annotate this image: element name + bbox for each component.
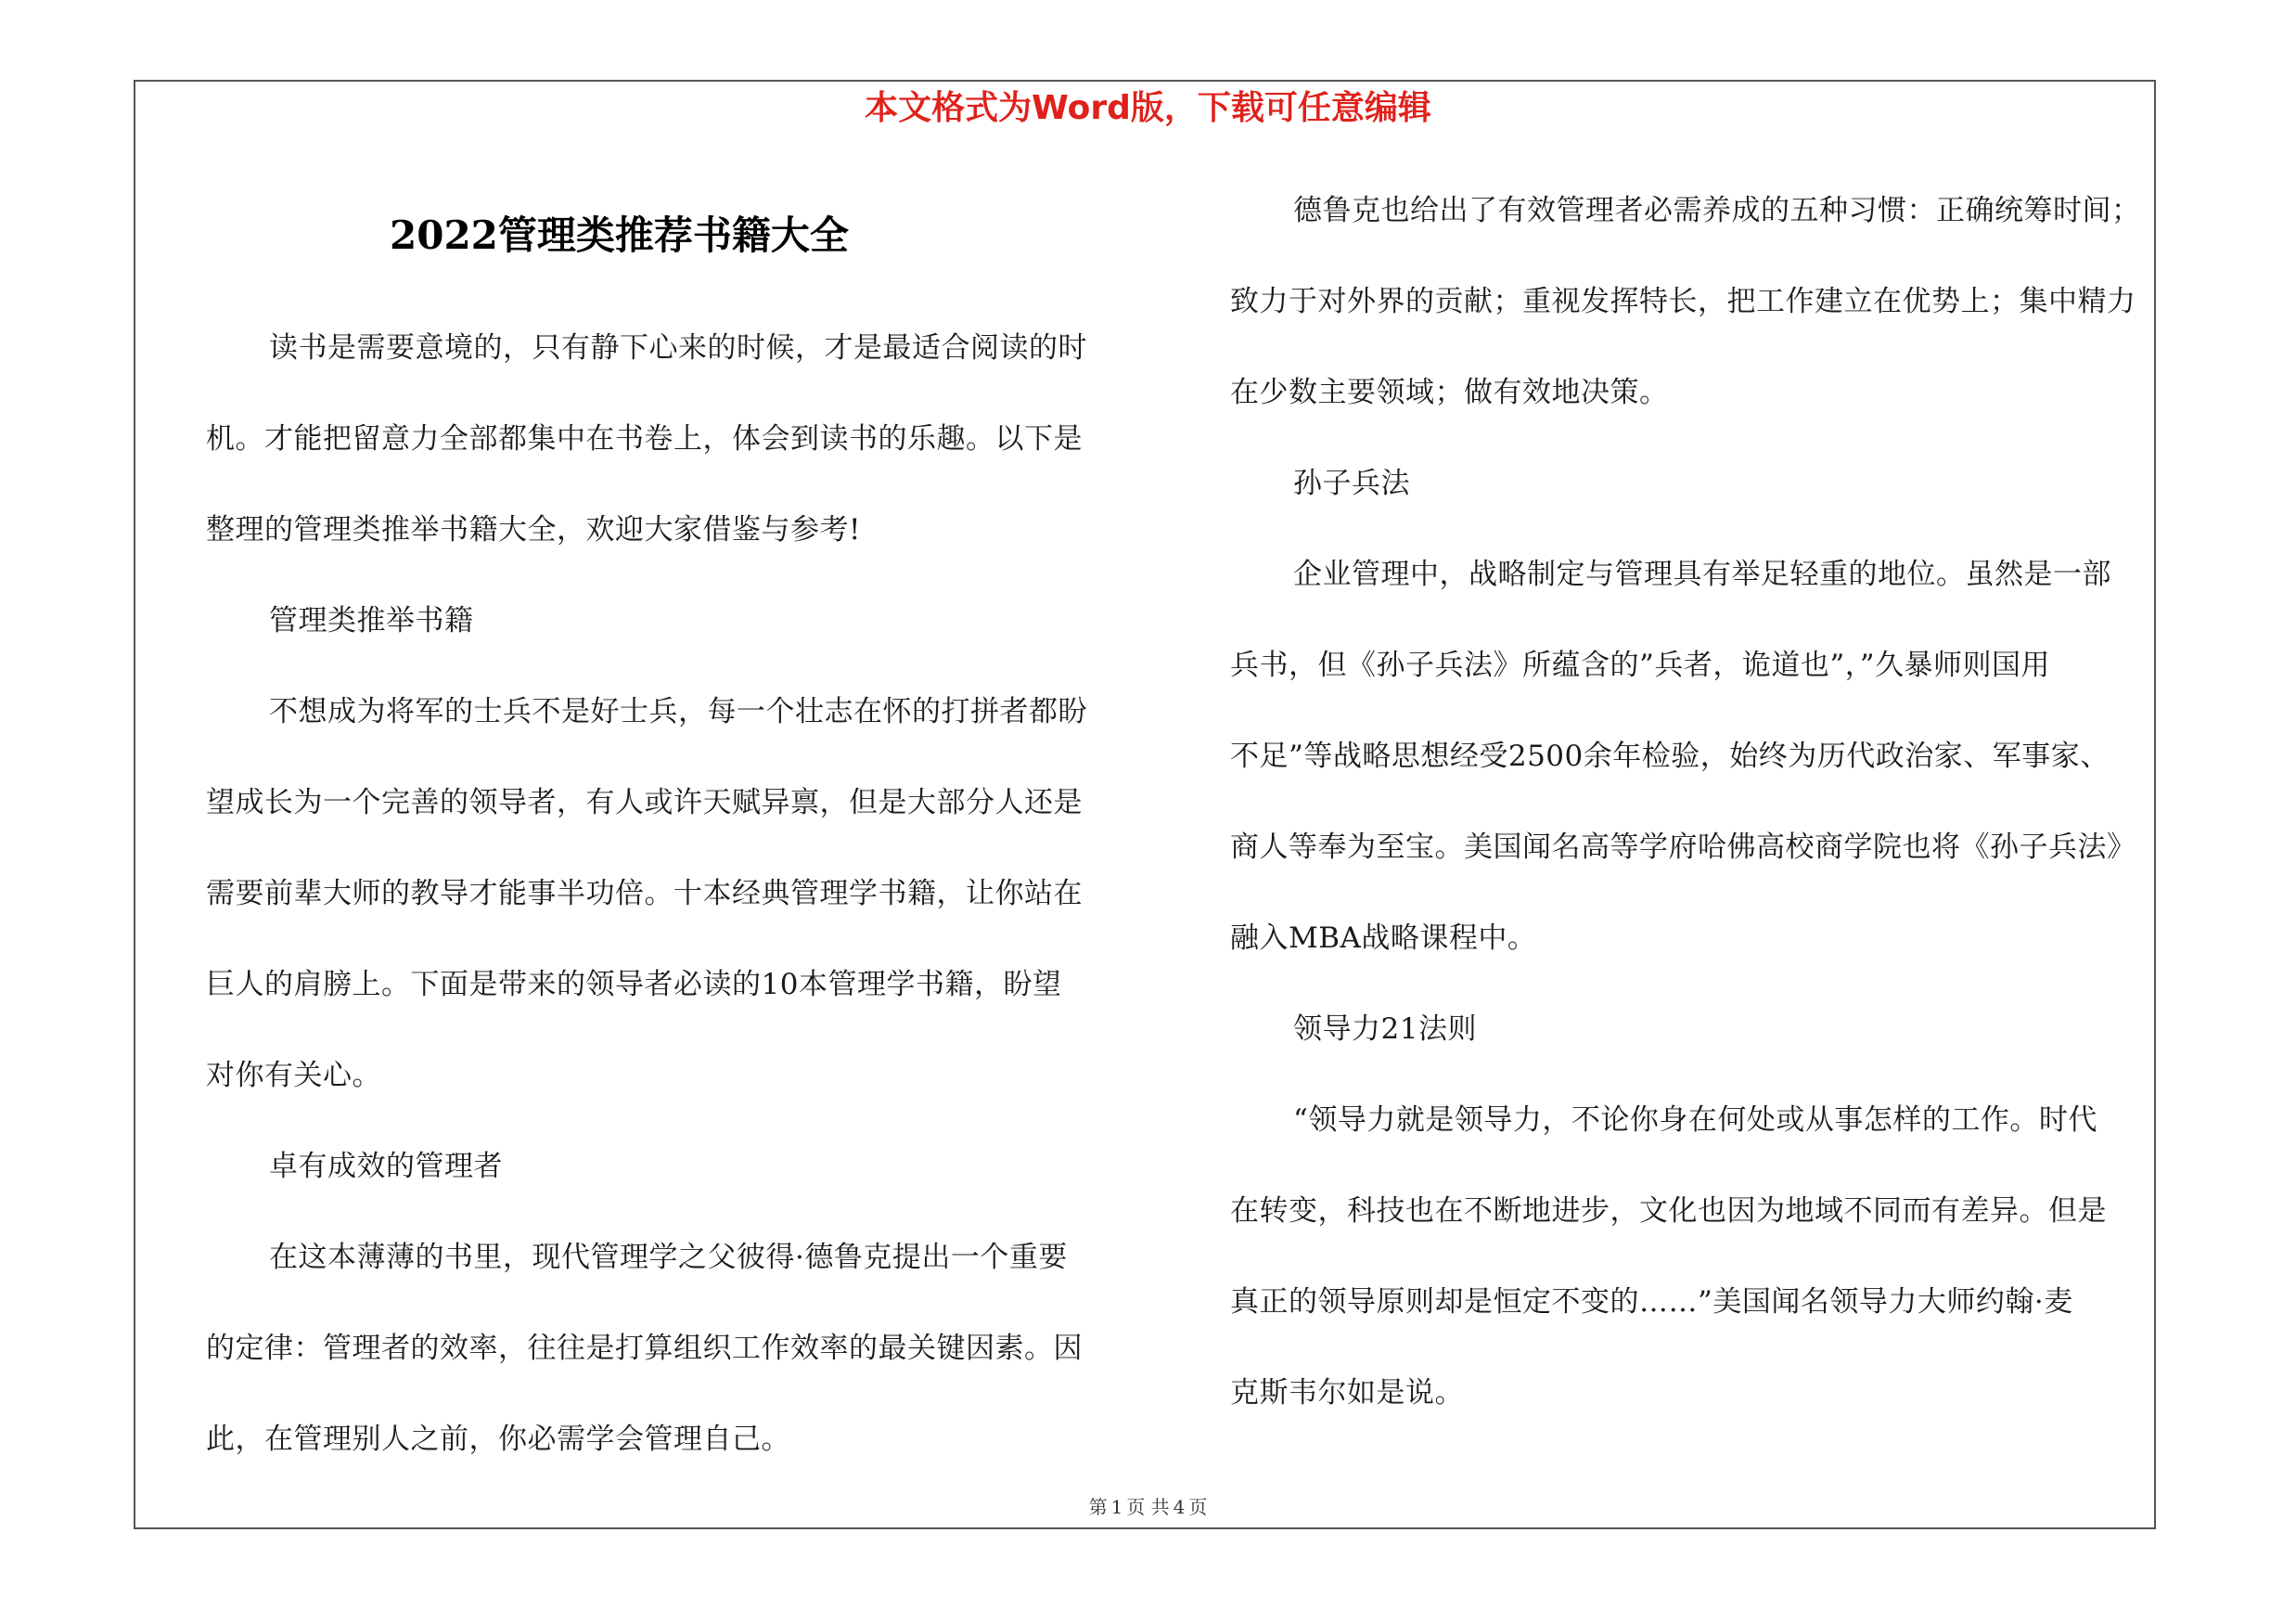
page-footer: [0, 1492, 2296, 1519]
paragraph-line: 不足”等战略思想经受2500余年检验，始终为历代政治家、军事家、: [1230, 740, 2110, 773]
left-column: [206, 303, 1134, 1485]
paragraph-line: 望成长为一个完善的领导者，有人或许天赋异禀，但是大部分人还是: [206, 786, 1083, 819]
paragraph-line: 需要前辈大师的教导才能事半功倍。十本经典管理学书籍，让你站在: [206, 877, 1083, 910]
footer-prefix: 第: [1088, 1496, 1108, 1518]
paragraph-line: 整理的管理类推举书籍大全，欢迎大家借鉴与参考!: [206, 513, 861, 547]
section-heading: 孙子兵法: [1293, 467, 1410, 500]
paragraph-line: 融入MBA战略课程中。: [1230, 921, 1537, 955]
paragraph-line: 致力于对外界的贡献；重视发挥特长，把工作建立在优势上；集中精力: [1230, 285, 2136, 318]
footer-current-page: 1: [1110, 1496, 1123, 1518]
paragraph-line: “领导力就是领导力，不论你身在何处或从事怎样的工作。时代: [1293, 1103, 2097, 1137]
section-heading: 卓有成效的管理者: [269, 1150, 503, 1183]
document-title: 2022管理类推荐书籍大全: [390, 213, 849, 258]
footer-total-pages: 4: [1173, 1496, 1186, 1518]
section-heading: 领导力21法则: [1293, 1012, 1477, 1046]
paragraph-line: 在转变，科技也在不断地进步，文化也因为地域不同而有差异。但是: [1230, 1194, 2107, 1228]
paragraph-line: 在这本薄薄的书里，现代管理学之父彼得·德鲁克提出一个重要: [269, 1241, 1068, 1274]
paragraph-line: 读书是需要意境的，只有静下心来的时候，才是最适合阅读的时: [269, 331, 1087, 365]
section-heading: 管理类推举书籍: [269, 604, 474, 638]
word-format-banner: 本文格式为Word版，下载可任意编辑: [865, 89, 1431, 127]
paragraph-line: 克斯韦尔如是说。: [1230, 1376, 1464, 1410]
paragraph-line: 此，在管理别人之前，你必需学会管理自己。: [206, 1423, 790, 1456]
paragraph-line: 真正的领导原则却是恒定不变的……”美国闻名领导力大师约翰·麦: [1230, 1285, 2073, 1319]
paragraph-line: 对你有关心。: [206, 1059, 381, 1092]
paragraph-line: 的定律：管理者的效率，往往是打算组织工作效率的最关键因素。因: [206, 1332, 1083, 1365]
right-column: [1230, 165, 2162, 1438]
paragraph-line: 在少数主要领域；做有效地决策。: [1230, 376, 1669, 409]
paragraph-line: 兵书，但《孙子兵法》所蕴含的”兵者，诡道也”，”久暴师则国用: [1230, 649, 2051, 682]
paragraph-line: 机。才能把留意力全部都集中在书卷上，体会到读书的乐趣。以下是: [206, 422, 1083, 456]
paragraph-line: 不想成为将军的士兵不是好士兵，每一个壮志在怀的打拼者都盼: [269, 695, 1087, 728]
paragraph-line: 商人等奉为至宝。美国闻名高等学府哈佛高校商学院也将《孙子兵法》: [1230, 831, 2136, 864]
paragraph-line: 企业管理中，战略制定与管理具有举足轻重的地位。虽然是一部: [1293, 558, 2111, 591]
footer-mid: 页 共: [1126, 1496, 1170, 1518]
paragraph-line: 德鲁克也给出了有效管理者必需养成的五种习惯：正确统筹时间；: [1293, 194, 2141, 227]
footer-suffix: 页: [1188, 1496, 1208, 1518]
paragraph-line: 巨人的肩膀上。下面是带来的领导者必读的10本管理学书籍，盼望: [206, 968, 1062, 1001]
